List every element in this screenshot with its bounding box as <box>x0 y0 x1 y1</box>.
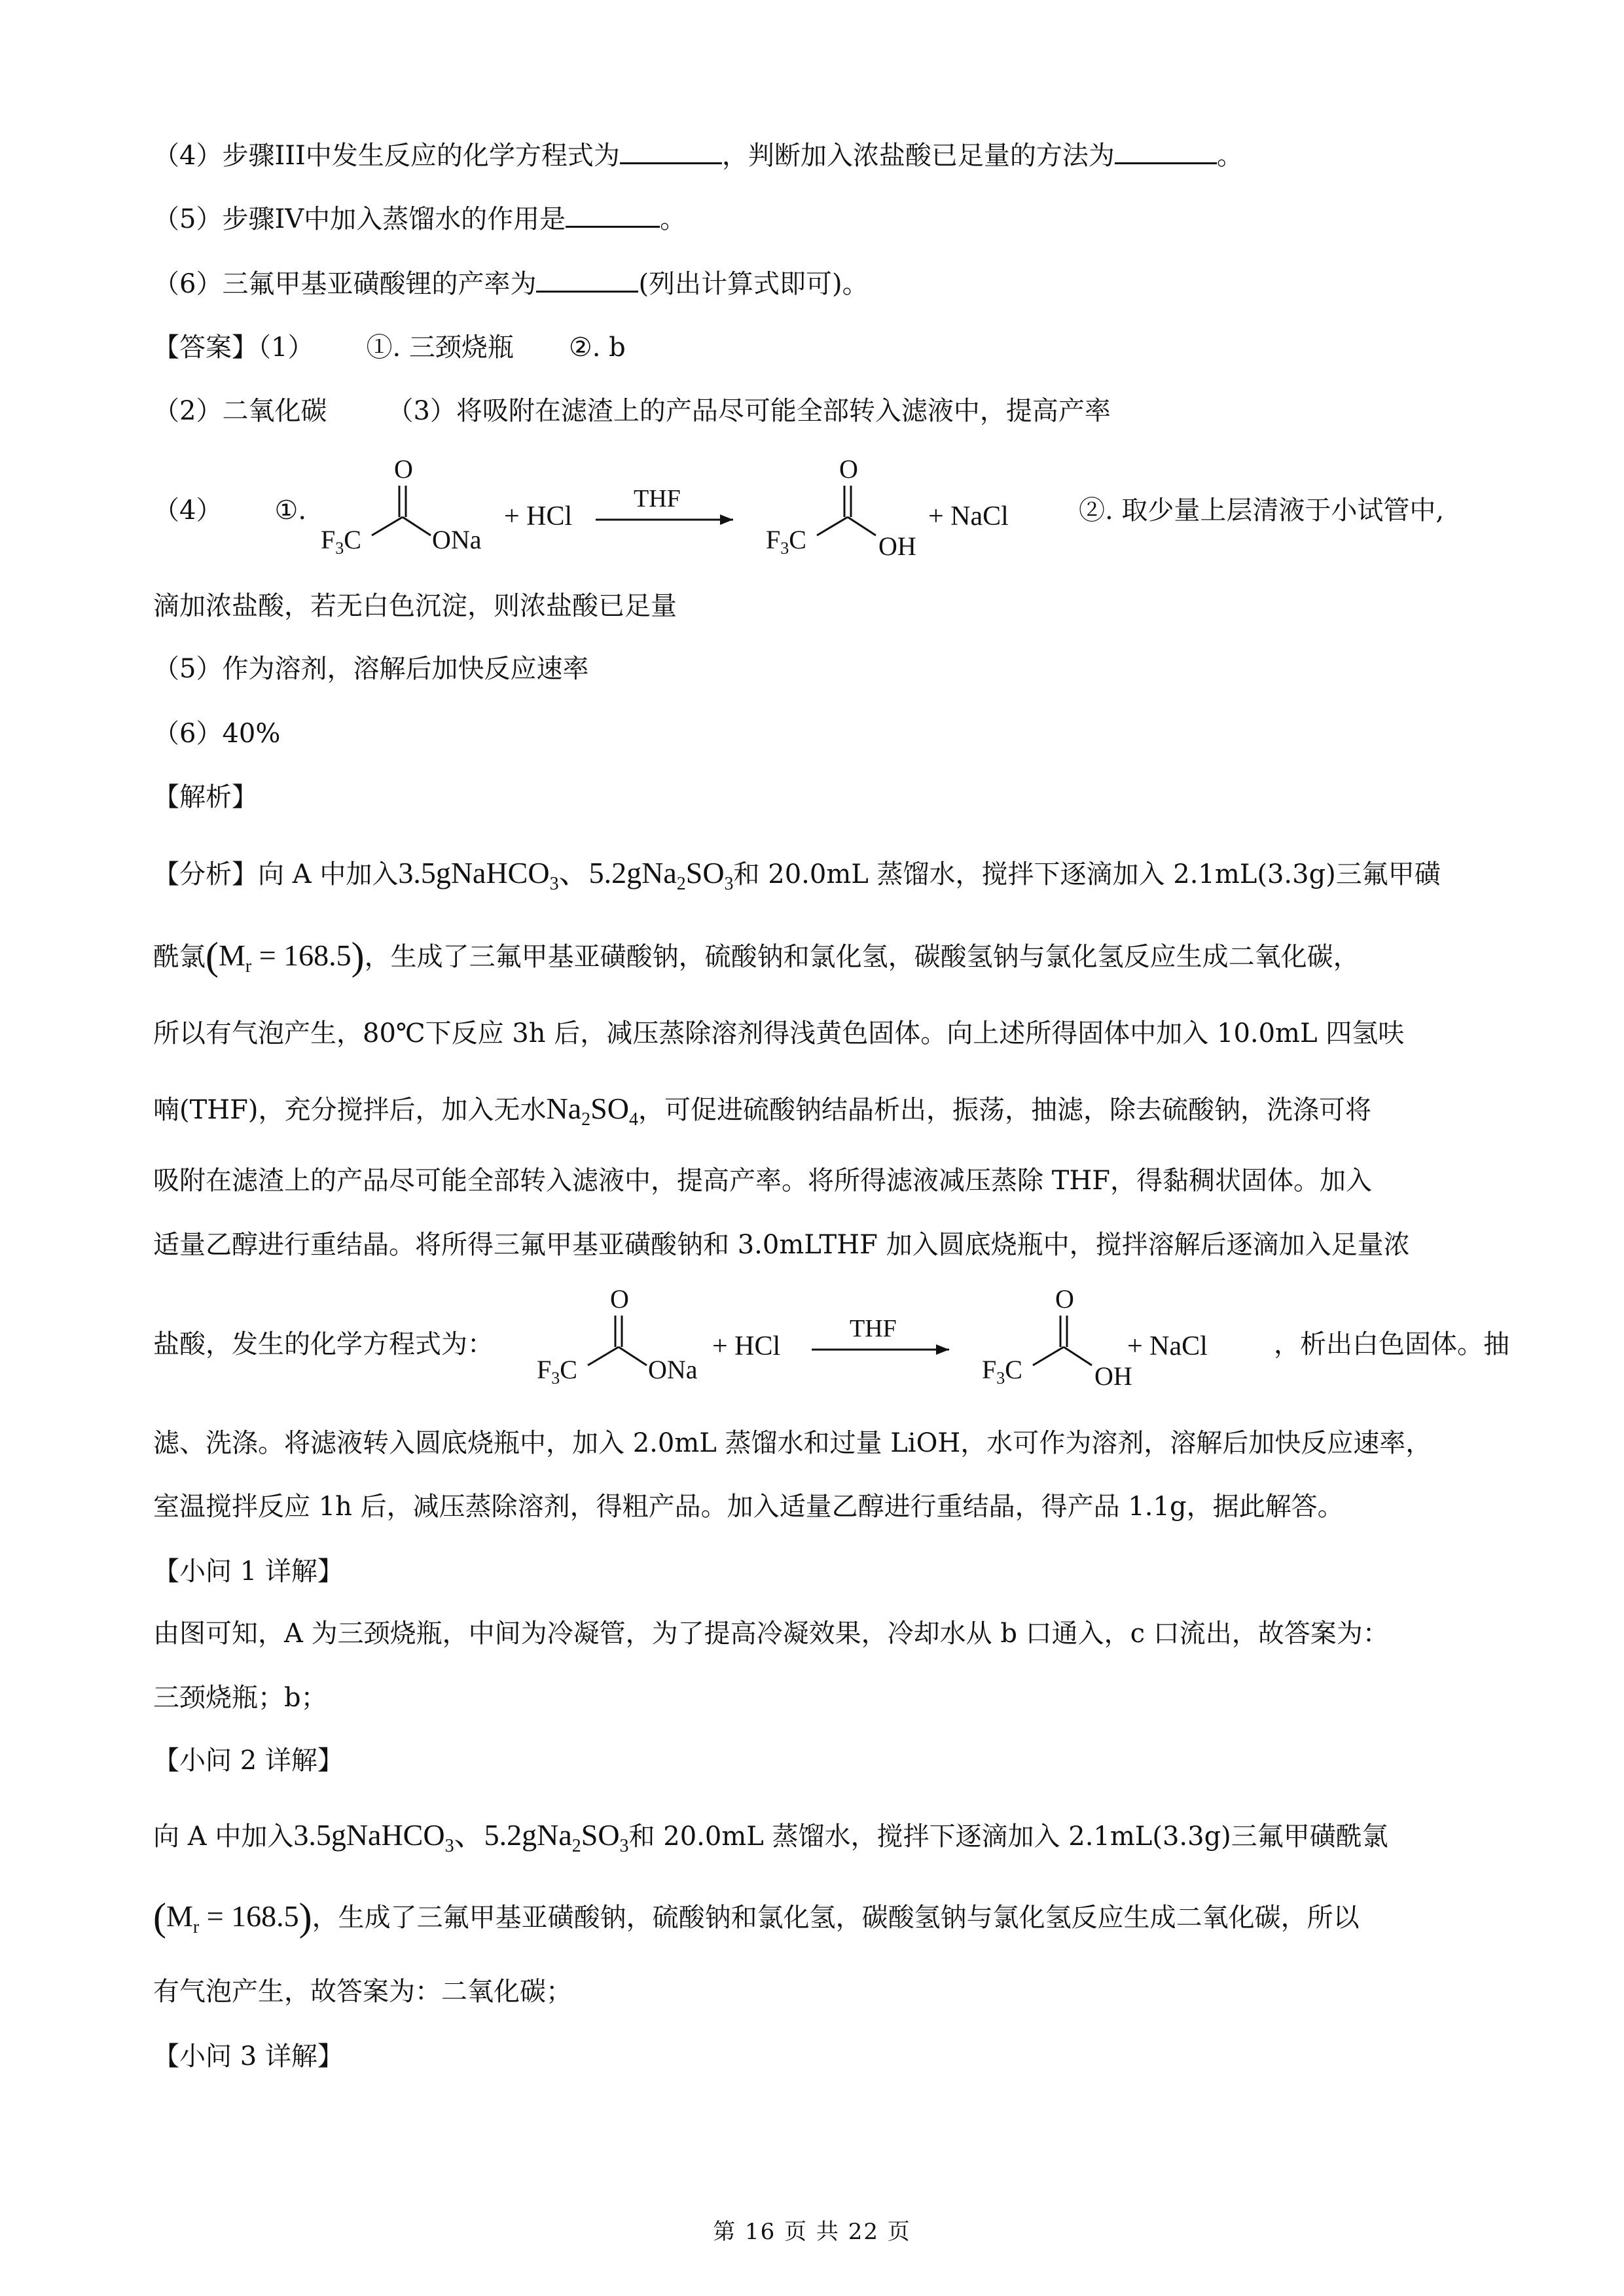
answer-blank <box>566 200 660 228</box>
c-o-bond <box>403 517 431 535</box>
detail-2-line-1: 向 A 中加入3.5gNaHCO$_3$、$5.2gNa_2SO_3$和 20.0mL 蒸馏水，搅拌下逐滴加入 2.1mL(3.3g)三氟甲磺酰氯 <box>153 1818 1388 1857</box>
arrow-label: THF <box>634 485 681 512</box>
svg-text:F3C: $F_3C$ <box>537 1355 577 1388</box>
answer-5: （5）作为溶剂，溶解后加快反应速率 <box>153 654 589 684</box>
answer-6: （6）40% <box>153 719 281 749</box>
analysis-line-6: 适量乙醇进行重结晶。将所得三氟甲基亚磺酸钠和 3.0mLTHF 加入圆底烧瓶中，搅拌溶解后逐滴加入足量浓 <box>153 1230 1410 1260</box>
svg-text:+ NaCl: + NaCl <box>1127 1331 1208 1361</box>
analysis-line-1: 【分析】向 A 中加入3.5gNaHCO$_3$、$5.2gNa_2SO_3$和 20.0mL 蒸馏水，搅拌下逐滴加入 2.1mL(3.3g)三氟甲磺 <box>153 856 1441 895</box>
oh-label: OH <box>878 531 916 561</box>
detail-3-heading: 【小问 3 详解】 <box>153 2041 344 2072</box>
detail-2-line-3: 有气泡产生，故答案为：二氧化碳； <box>153 1977 572 2007</box>
svg-text:THF: THF <box>850 1315 897 1342</box>
carbonyl-o-label: O <box>394 454 413 484</box>
analysis-line-5: 吸附在滤渣上的产品尽可能全部转入滤液中，提高产率。将所得滤液减压蒸除 THF，得黏稠状固体。加入 <box>153 1166 1373 1196</box>
detail-1-line-1: 由图可知，A 为三颈烧瓶，中间为冷凝管，为了提高冷凝效果，冷却水从 b 口通入，c 口流出，故答案为： <box>153 1619 1389 1649</box>
ona-label: ONa <box>432 525 482 554</box>
analysis-heading: 【解析】 <box>153 782 258 812</box>
svg-text:O: O <box>610 1284 629 1314</box>
answer-4-label: （4） ①. <box>153 495 307 526</box>
answer-2-3: （2）二氧化碳 （3）将吸附在滤渣上的产品尽可能全部转入滤液中，提高产率 <box>153 396 1111 426</box>
svg-text:ONa: ONa <box>648 1355 698 1384</box>
svg-text:OH: OH <box>1094 1361 1132 1391</box>
detail-1-heading: 【小问 1 详解】 <box>153 1556 344 1587</box>
analysis-line-9: 室温搅拌反应 1h 后，减压蒸除溶剂，得粗产品。加入适量乙醇进行重结晶，得产品 1.1g，据此解答。 <box>153 1492 1344 1522</box>
answer-blank <box>536 264 638 293</box>
page-footer: 第 16 页 共 22 页 <box>713 2219 911 2245</box>
answer-4-method: ②. 取少量上层清液于小试管中, <box>1079 495 1445 526</box>
analysis-line-7-b: ，析出白色固体。抽 <box>1274 1329 1509 1359</box>
answer-blank <box>1115 136 1217 164</box>
reaction-equation-analysis <box>524 1282 1276 1393</box>
answer-blank <box>620 136 722 164</box>
analysis-line-4: 喃(THF)，充分搅拌后，加入无水$Na_2SO_4$，可促进硫酸钠结晶析出，振荡，抽滤，除去硫酸钠，洗涤可将 <box>153 1092 1371 1130</box>
svg-text:F3C: $F_3C$ <box>982 1355 1022 1388</box>
analysis-line-8: 滤、洗涤。将滤液转入圆底烧瓶中，加入 2.0mL 蒸馏水和过量 LiOH，水可作为溶剂，溶解后加快反应速率， <box>153 1428 1432 1458</box>
svg-text:+ HCl: + HCl <box>712 1331 781 1361</box>
product-f3c-label: $F_3C$ <box>766 525 806 558</box>
answer-4-cont: 滴加浓盐酸，若无白色沉淀，则浓盐酸已足量 <box>153 591 677 621</box>
plus-hcl: + HCl <box>504 501 573 531</box>
analysis-line-7-a: 盐酸，发生的化学方程式为： <box>153 1329 494 1359</box>
reaction-equation-answer <box>308 452 1060 563</box>
plus-nacl: + NaCl <box>928 501 1009 531</box>
product-o-label: O <box>839 454 858 484</box>
analysis-line-2: 酰氯$(M_r = 168.5)$，生成了三氟甲基亚磺酸钠，硫酸钠和氯化氢，碳酸氢钠与氯化氢反应生成二氧化碳， <box>153 935 1360 978</box>
question-6: （6）三氟甲基亚磺酸锂的产率为 (列出计算式即可)。 <box>153 264 1480 302</box>
question-5: （5）步骤IV中加入蒸馏水的作用是 。 <box>153 200 1480 238</box>
arrow-head <box>720 514 733 525</box>
analysis-line-3: 所以有气泡产生，80℃下反应 3h 后，减压蒸除溶剂得浅黄色固体。向上述所得固体中加入 10.0mL 四氢呋 <box>153 1018 1405 1049</box>
detail-2-line-2: $(M_r = 168.5)$，生成了三氟甲基亚磺酸钠，硫酸钠和氯化氢，碳酸氢钠与氯化氢反应生成二氧化碳，所以 <box>153 1895 1360 1939</box>
answer-1: 【答案】（1） ①. 三颈烧瓶 ②. b <box>153 332 626 363</box>
c-cf3-bond <box>372 517 403 535</box>
detail-2-heading: 【小问 2 详解】 <box>153 1746 344 1776</box>
question-4: （4）步骤III中发生反应的化学方程式为 ，判断加入浓盐酸已足量的方法为 。 <box>153 136 1480 174</box>
f3c-label: $F_3C$ <box>321 525 361 558</box>
svg-text:O: O <box>1055 1284 1074 1314</box>
detail-1-line-2: 三颈烧瓶；b； <box>153 1683 327 1713</box>
